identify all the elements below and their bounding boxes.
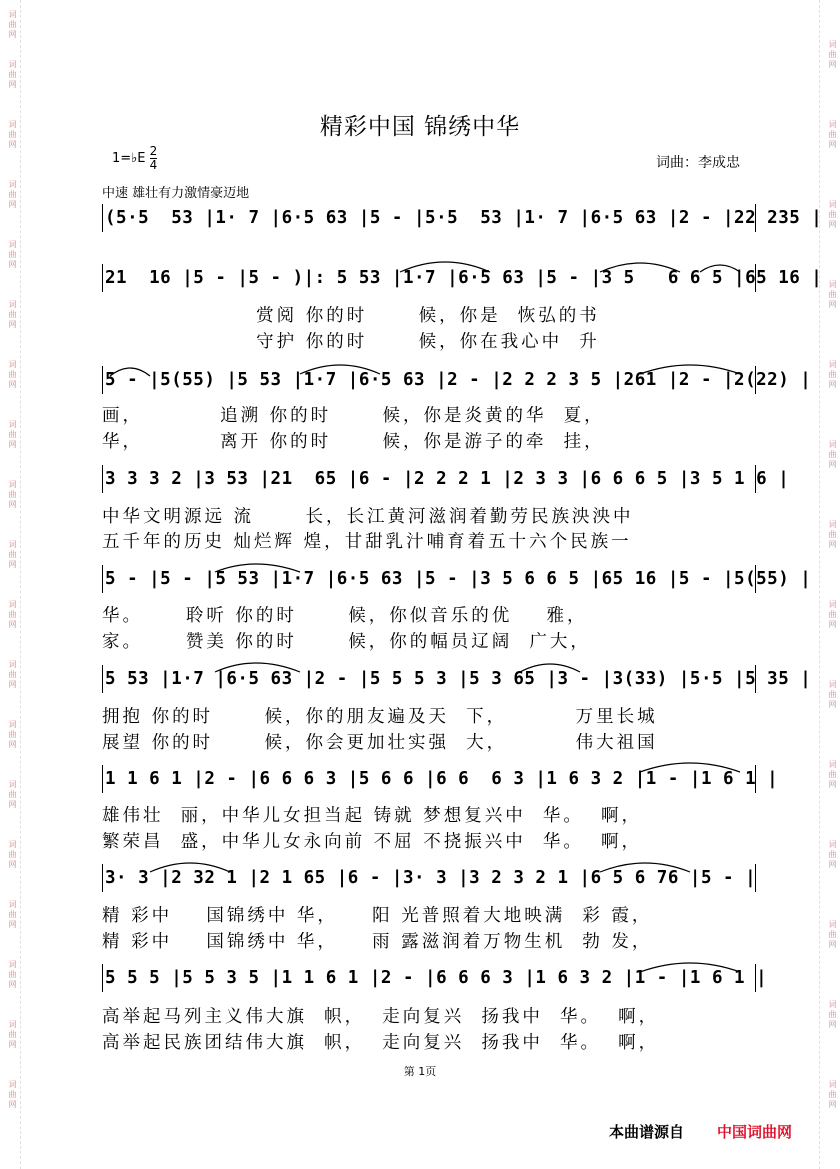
watermark-text: 词曲网 [828, 760, 837, 790]
watermark-text: 词曲网 [8, 660, 17, 690]
lyric-line: 画， 追溯 你的时 候，你是炎黄的华 夏， [102, 406, 605, 426]
watermark-text: 词曲网 [828, 600, 837, 630]
lyric-line: 精 彩中 国锦绣中 华， 阳 光普照着大地映满 彩 霞， [102, 906, 653, 926]
page-number: 第 1页 [403, 1065, 437, 1078]
key-prefix: 1= [112, 151, 132, 166]
watermark-text: 词曲网 [8, 780, 17, 810]
watermark-text: 词曲网 [8, 10, 17, 40]
lyric-line: 展望 你的时 候，你会更加壮实强 大， 伟大祖国 [102, 733, 658, 753]
watermark-text: 词曲网 [8, 120, 17, 150]
watermark-text: 词曲网 [828, 40, 837, 70]
lyric-line: 守护 你的时 候，你在我心中 升 [102, 332, 600, 352]
time-top: 2 [149, 144, 158, 158]
watermark-text: 词曲网 [8, 600, 17, 630]
watermark-text: 词曲网 [8, 360, 17, 390]
right-margin [819, 0, 840, 1169]
source-label: 本曲谱源自 [609, 1123, 685, 1141]
watermark-text: 词曲网 [828, 680, 837, 710]
notation-line: (5·5 53 |1· 7 |6·5 63 |5 - |5·5 53 |1· 7 |6·5 63 |2 - |22 235 | [102, 204, 756, 232]
notation-line: 1 1 6 1 |2 - |6 6 6 3 |5 6 6 |6 6 6 3 |1 6 3 2 |1 - |1 6 1 | [102, 765, 756, 793]
watermark-text: 词曲网 [828, 360, 837, 390]
watermark-text: 词曲网 [828, 1080, 837, 1110]
watermark-text: 词曲网 [8, 960, 17, 990]
notation-line: 5 53 |1·7 |6·5 63 |2 - |5 5 5 3 |5 3 65 |3 - |3(33) |5·5 |5 35 | [102, 665, 756, 693]
watermark-text: 词曲网 [8, 60, 17, 90]
notation-line: 5 5 5 |5 5 3 5 |1 1 6 1 |2 - |6 6 6 3 |1 6 3 2 |1 - |1 6 1 | [102, 964, 756, 992]
notation-line: 3 3 3 2 |3 53 |21 65 |6 - |2 2 2 1 |2 3 3 |6 6 6 5 |3 5 1 6 | [102, 465, 756, 493]
watermark-text: 词曲网 [8, 420, 17, 450]
notation-line: 21 16 |5 - |5 - )|: 5 53 |1·7 |6·5 63 |5 - |3 5 6 6 5 |65 16 | [102, 264, 756, 292]
watermark-text: 词曲网 [828, 440, 837, 470]
notation-line: 5 - |5(55) |5 53 |1·7 |6·5 63 |2 - |2 2 2 3 5 |261 |2 - |2(22) | [102, 366, 756, 394]
watermark-text: 词曲网 [8, 840, 17, 870]
lyric-line: 五千年的历史 灿烂辉 煌，甘甜乳汁哺育着五十六个民族一 [102, 532, 632, 552]
watermark-text: 词曲网 [8, 1020, 17, 1050]
lyric-line: 家。 赞美 你的时 候，你的幅员辽阔 广大， [102, 632, 591, 652]
lyric-line: 华， 离开 你的时 候，你是游子的牵 挂， [102, 432, 605, 452]
watermark-text: 词曲网 [8, 300, 17, 330]
credit: 词曲：李成忠 [656, 155, 740, 171]
watermark-text: 词曲网 [828, 120, 837, 150]
time-signature [150, 145, 158, 172]
watermark-text: 词曲网 [828, 840, 837, 870]
watermark-text: 词曲网 [828, 280, 837, 310]
watermark-text: 词曲网 [8, 900, 17, 930]
song-title: 精彩中国 锦绣中华 [319, 114, 521, 140]
notation-line: 3· 3 |2 32 1 |2 1 65 |6 - |3· 3 |3 2 3 2 1 |6 5 6 76 |5 - | [102, 864, 756, 892]
key-accidental: ♭E [131, 151, 146, 166]
watermark-text: 词曲网 [828, 1000, 837, 1030]
tempo-marking: 中速 雄壮有力激情豪迈地 [102, 186, 250, 201]
watermark-text: 词曲网 [8, 240, 17, 270]
watermark-text: 词曲网 [8, 1080, 17, 1110]
watermark-text: 词曲网 [828, 920, 837, 950]
lyric-line: 繁荣昌 盛，中华儿女永向前 不屈 不挠振兴中 华。 啊， [102, 832, 643, 852]
lyric-line: 高举起民族团结伟大旗 帜， 走向复兴 扬我中 华。 啊， [102, 1033, 660, 1053]
left-margin [0, 0, 21, 1169]
lyric-line: 精 彩中 国锦绣中 华， 雨 露滋润着万物生机 勃 发， [102, 932, 653, 952]
lyric-line: 华。 聆听 你的时 候，你似音乐的优 雅， [102, 606, 588, 626]
watermark-text: 词曲网 [8, 180, 17, 210]
watermark-text: 词曲网 [8, 480, 17, 510]
watermark-text: 词曲网 [828, 200, 837, 230]
lyric-line: 拥抱 你的时 候，你的朋友遍及天 下， 万里长城 [102, 707, 658, 727]
lyric-line: 雄伟壮 丽，中华儿女担当起 铸就 梦想复兴中 华。 啊， [102, 806, 643, 826]
watermark-text: 词曲网 [8, 720, 17, 750]
time-bottom: 4 [149, 158, 158, 172]
lyric-line: 赏阅 你的时 候，你是 恢弘的书 [102, 306, 600, 326]
key-signature [112, 145, 157, 172]
lyric-line: 中华文明源远 流 长，长江黄河滋润着勤劳民族泱泱中 [102, 507, 634, 527]
lyric-line: 高举起马列主义伟大旗 帜， 走向复兴 扬我中 华。 啊， [102, 1007, 660, 1027]
source-site-link[interactable]: 中国词曲网 [717, 1123, 793, 1141]
notation-line: 5 - |5 - |5 53 |1·7 |6·5 63 |5 - |3 5 6 6 5 |65 16 |5 - |5(55) | [102, 565, 756, 593]
watermark-text: 词曲网 [828, 520, 837, 550]
watermark-text: 词曲网 [8, 540, 17, 570]
